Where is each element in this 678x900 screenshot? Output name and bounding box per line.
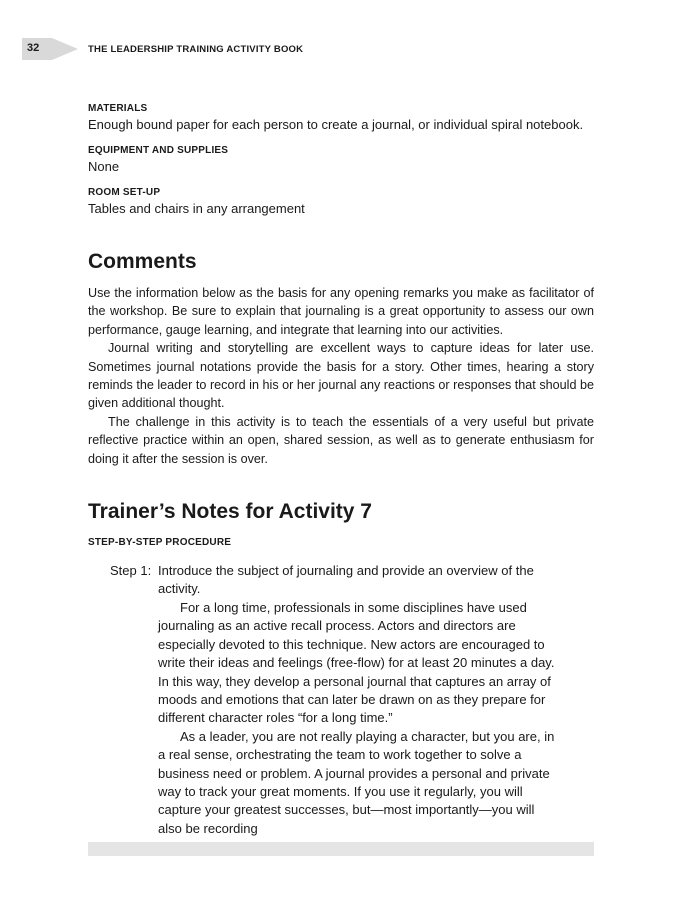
step-paragraph: For a long time, professionals in some disciplines have used journaling as an active recall process. Actors and directors are especially devoted to this technique. New actors are encouraged to write their ideas and feelings (free-flow) for at least 20 minutes a day. In this way, they develop a personal journal that captures an array of moods and emotions that can later be drawn on as they prepare for different character roles “for a long time.” [158, 599, 555, 726]
trainer-notes-heading: Trainer’s Notes for Activity 7 [88, 500, 372, 524]
step-lead-text: Introduce the subject of journaling and provide an overview of the activity. [158, 563, 534, 597]
equipment-section [88, 144, 594, 176]
comments-section [88, 248, 594, 468]
materials-section [88, 102, 594, 134]
comments-paragraph: Journal writing and storytelling are excellent ways to capture ideas for later use. Sometimes journal notations provide the basis for a story. Other times, hearing a story reminds the leader to record in his or her journal any reactions or responses that should be given additional thought. [88, 341, 594, 411]
room-setup-section [88, 186, 594, 218]
footer-bar [88, 842, 594, 856]
page-content [88, 102, 594, 838]
trainer-notes-section [88, 498, 594, 838]
room-setup-text: Tables and chairs in any arrangement [88, 201, 305, 216]
step-paragraph: As a leader, you are not really playing a character, but you are, in a real sense, orchestrating the team to work together to solve a business need or problem. A journal provides a personal and private way to track your great moments. If you use it regularly, you will capture your greatest successes, but—most importantly—you will also be recording [158, 728, 555, 836]
materials-label: MATERIALS [88, 103, 148, 114]
step-1 [88, 562, 594, 838]
running-header-title: THE LEADERSHIP TRAINING ACTIVITY BOOK [88, 44, 304, 55]
page-number: 32 [27, 42, 40, 54]
room-setup-label: ROOM SET-UP [88, 187, 161, 198]
procedure-steps [88, 562, 594, 838]
comments-paragraph: Use the information below as the basis for any opening remarks you make as facilitator of the workshop. Be sure to explain that journaling is a great opportunity to assess our own performance, gauge learning, and integrate that learning into our activities. [88, 286, 594, 337]
comments-paragraph: The challenge in this activity is to teach the essentials of a very useful but private reflective practice within an open, shared session, as well as to generate enthusiasm for doing it after the session is over. [88, 414, 594, 466]
materials-text: Enough bound paper for each person to create a journal, or individual spiral notebook. [88, 117, 584, 132]
step-body [158, 562, 558, 838]
step-label: Step 1: [110, 563, 152, 579]
equipment-text: None [88, 159, 120, 174]
equipment-label: EQUIPMENT AND SUPPLIES [88, 145, 229, 156]
comments-heading: Comments [88, 250, 197, 273]
procedure-label: STEP-BY-STEP PROCEDURE [88, 537, 232, 549]
